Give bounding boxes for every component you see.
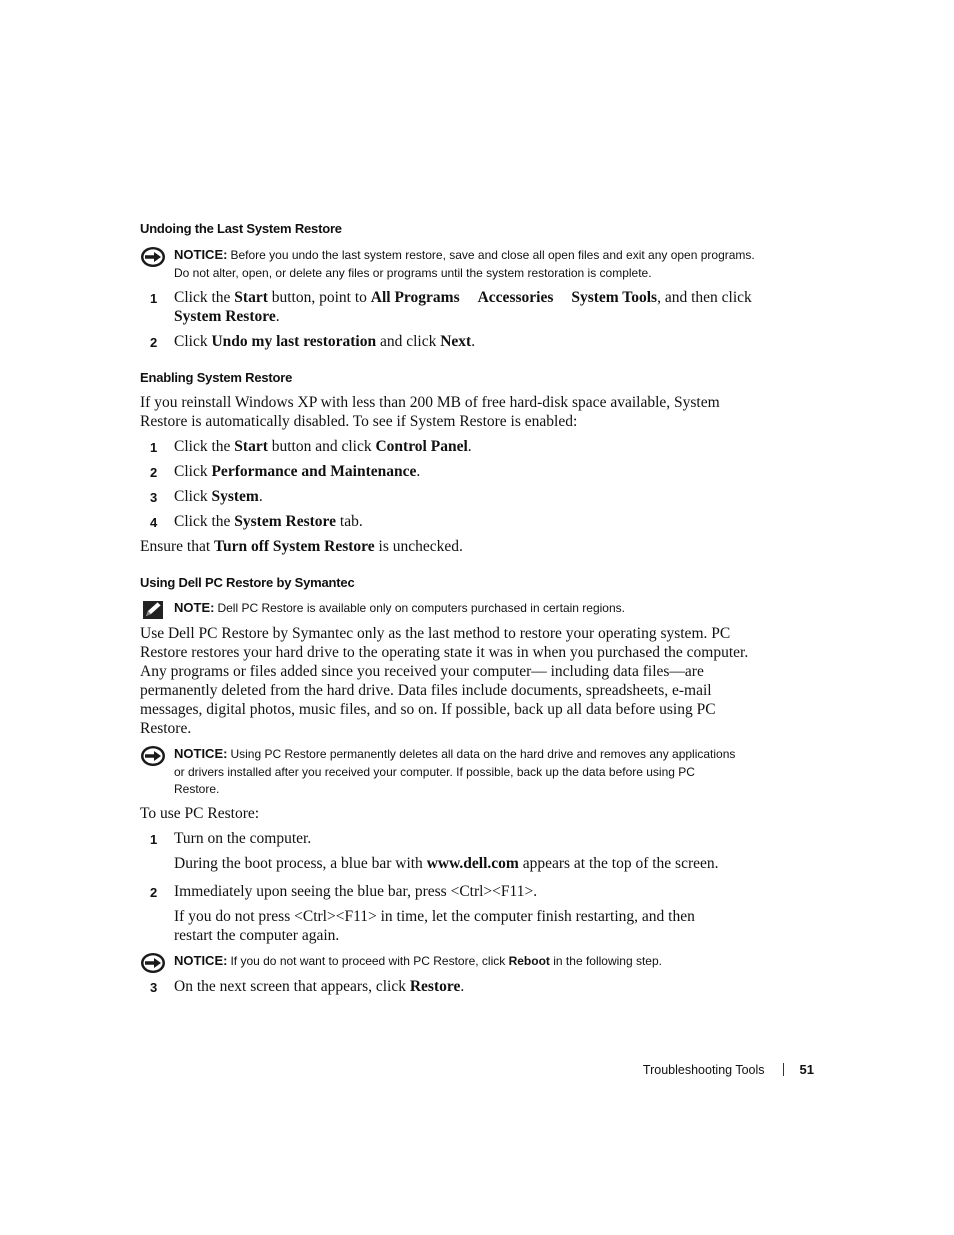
text: .	[460, 978, 465, 995]
system-tools-label: System Tools	[571, 289, 658, 306]
paragraph-pc-restore	[140, 624, 758, 738]
text: Click the	[174, 438, 235, 455]
reboot-label: Reboot	[508, 954, 550, 968]
restore-label: Restore	[409, 978, 461, 995]
text-line: Restore is automatically disabled. To see if System Restore is enabled:	[140, 413, 578, 430]
dell-url: www.dell.com	[426, 855, 519, 872]
notice-text-line: Using PC Restore permanently deletes all data on the hard drive and removes any applications	[230, 747, 736, 761]
all-programs-label: All Programs	[370, 289, 460, 306]
undo-label: Undo my last restoration	[211, 333, 377, 350]
text: Ensure that	[140, 538, 215, 555]
text: .	[471, 333, 476, 350]
text: tab.	[336, 513, 363, 530]
text: Click	[174, 488, 212, 505]
step-pc-1-detail	[174, 854, 760, 873]
to-use-pc-restore: To use PC Restore:	[140, 805, 260, 822]
text: and click	[376, 333, 441, 350]
next-label: Next	[440, 333, 472, 350]
text: Click	[174, 463, 212, 480]
text: button, point to	[267, 289, 371, 306]
note-label: NOTE:	[174, 600, 215, 615]
text: During the boot process, a blue bar with	[174, 855, 427, 872]
system-restore-tab-label: System Restore	[234, 513, 337, 530]
pencil-note-icon	[140, 599, 166, 621]
notice-label: NOTICE:	[174, 247, 228, 262]
text: button and click	[267, 438, 376, 455]
notice-label: NOTICE:	[174, 953, 228, 968]
text-line: If you do not press <Ctrl><F11> in time, let the computer finish restarting, and then	[174, 908, 695, 925]
text: If you do not want to proceed with PC Restore, click	[230, 954, 509, 968]
step-number: 1	[150, 291, 158, 306]
notice-icon	[140, 745, 166, 767]
turn-off-label: Turn off System Restore	[214, 538, 375, 555]
text-line: permanently deleted from the hard drive. Data files include documents, spreadsheets, e-mail	[140, 682, 712, 699]
footer-section-title: Troubleshooting Tools	[642, 1063, 765, 1077]
text: Click	[174, 333, 212, 350]
text: Click the	[174, 513, 235, 530]
notice-icon	[140, 246, 166, 268]
heading-dell-pc-restore: Using Dell PC Restore by Symantec	[140, 575, 355, 590]
start-label: Start	[234, 438, 268, 455]
notice-text: Before you undo the last system restore, save and close all open files and exit any open programs. Do not alter, open, or delete any files or programs until the system restoration is complete.	[174, 248, 755, 280]
text: .	[467, 438, 472, 455]
text-line: If you reinstall Windows XP with less than 200 MB of free hard-disk space available, System	[140, 394, 720, 411]
text: , and then click	[657, 289, 752, 306]
text: On the next screen that appears, click	[174, 978, 410, 995]
text-line: Restore restores your hard drive to the operating state it was in when you purchased the computer.	[140, 644, 749, 661]
step-number: 3	[150, 490, 158, 505]
heading-enabling-restore: Enabling System Restore	[140, 370, 293, 385]
text: Click the	[174, 289, 235, 306]
page-footer	[643, 1062, 814, 1077]
text-line: Restore.	[140, 720, 192, 737]
notice-icon	[140, 952, 166, 974]
step-number: 2	[150, 885, 158, 900]
text: .	[275, 308, 280, 325]
start-label: Start	[234, 289, 268, 306]
text: is unchecked.	[374, 538, 463, 555]
notice-label: NOTICE:	[174, 746, 228, 761]
step-number: 4	[150, 515, 158, 530]
notice-text-line: or drivers installed after you received your computer. If possible, back up the data before using PC	[174, 764, 695, 779]
text: appears at the top of the screen.	[518, 855, 719, 872]
heading-undoing-restore: Undoing the Last System Restore	[140, 221, 342, 236]
page-number: 51	[799, 1062, 814, 1077]
step-pc-2-detail	[174, 907, 760, 945]
step-number: 1	[150, 832, 158, 847]
step-text: Turn on the computer.	[174, 830, 312, 847]
footer-divider	[783, 1063, 784, 1076]
text: in the following step.	[549, 954, 662, 968]
step-number: 1	[150, 440, 158, 455]
step-number: 2	[150, 335, 158, 350]
text-line: restart the computer again.	[174, 927, 340, 944]
paragraph-enabling	[140, 393, 758, 431]
text-line: Use Dell PC Restore by Symantec only as the last method to restore your operating system. PC	[140, 625, 731, 642]
accessories-label: Accessories	[477, 289, 554, 306]
ensure-unchecked	[140, 537, 758, 556]
notice-text-line: Restore.	[174, 782, 220, 796]
step-number: 3	[150, 980, 158, 995]
step-number: 2	[150, 465, 158, 480]
system-restore-label: System Restore	[174, 308, 276, 325]
system-label: System	[211, 488, 259, 505]
text-line: messages, digital photos, music files, and so on. If possible, back up all data before using PC	[140, 701, 716, 718]
text-line: Any programs or files added since you received your computer— including data files—are	[140, 663, 704, 680]
step-text: Immediately upon seeing the blue bar, press <Ctrl><F11>.	[174, 883, 538, 900]
text: .	[258, 488, 263, 505]
note-text: Dell PC Restore is available only on computers purchased in certain regions.	[217, 601, 625, 615]
performance-label: Performance and Maintenance	[211, 463, 417, 480]
text: .	[416, 463, 421, 480]
control-panel-label: Control Panel	[375, 438, 468, 455]
